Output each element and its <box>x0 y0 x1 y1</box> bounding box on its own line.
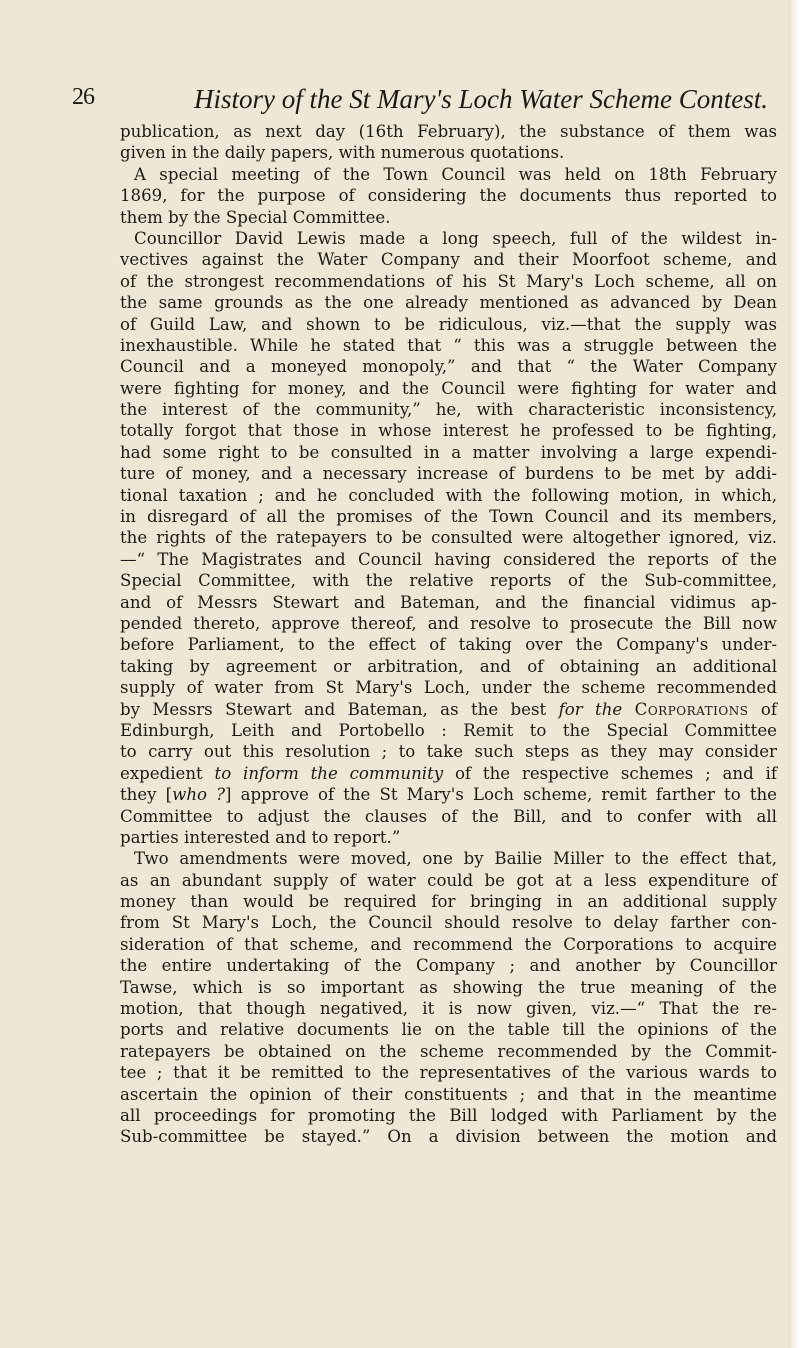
text-line: Two amendments were moved, one by Bailie Miller to the effect that, <box>134 849 777 869</box>
text-line: expedient to inform the community of the respective schemes ; and if <box>120 763 777 783</box>
page-edge <box>788 0 800 1348</box>
text-line: sideration of that scheme, and recommend the Corporations to acquire <box>120 934 777 954</box>
text-line: from St Mary's Loch, the Council should resolve to delay farther con- <box>120 913 777 933</box>
text-line: ture of money, and a necessary increase of burdens to be met by addi- <box>120 464 777 484</box>
text-line: Tawse, which is so important as showing the true meaning of the <box>120 977 777 997</box>
text-line: by Messrs Stewart and Bateman, as the best for the Corporations of <box>120 699 777 719</box>
text-line: tional taxation ; and he concluded with the following motion, in which, <box>120 485 777 505</box>
text-line: totally forgot that those in whose interest he professed to be fighting, <box>120 421 777 441</box>
text-line: money than would be required for bringing in an additional supply <box>120 892 777 912</box>
text-line: they [who ?] approve of the St Mary's Loch scheme, remit farther to the <box>120 785 777 805</box>
text-line: to carry out this resolution ; to take such steps as they may consider <box>120 742 777 762</box>
page-number: 26 <box>72 84 94 110</box>
text-line: in disregard of all the promises of the Town Council and its members, <box>120 507 777 527</box>
body-text <box>120 121 777 1148</box>
text-line: of Guild Law, and shown to be ridiculous, viz.—that the supply was <box>120 314 777 334</box>
text-line: motion, that though negatived, it is now given, viz.—“ That the re- <box>120 999 777 1019</box>
text-line: Committee to adjust the clauses of the Bill, and to confer with all <box>120 806 777 826</box>
text-line: tee ; that it be remitted to the representatives of the various wards to <box>120 1063 777 1083</box>
text-line: all proceedings for promoting the Bill lodged with Parliament by the <box>120 1105 777 1125</box>
text-line: of the strongest recommendations of his St Mary's Loch scheme, all on <box>120 271 777 291</box>
text-line: A special meeting of the Town Council was held on 18th February <box>134 164 777 184</box>
text-line: taking by agreement or arbitration, and of obtaining an additional <box>120 656 777 676</box>
text-line: parties interested and to report.” <box>120 827 401 847</box>
text-line: the interest of the community,” he, with characteristic inconsistency, <box>120 400 777 420</box>
text-line: —“ The Magistrates and Council having considered the reports of the <box>120 549 777 569</box>
text-line: were fighting for money, and the Council were fighting for water and <box>120 378 777 398</box>
text-line: Sub-committee be stayed.” On a division between the motion and <box>120 1127 777 1147</box>
text-line: them by the Special Committee. <box>120 207 391 227</box>
running-title: History of the St Mary's Loch Water Scheme Contest. <box>194 84 768 114</box>
text-line: ratepayers be obtained on the scheme recommended by the Commit- <box>120 1041 777 1061</box>
text-line: vectives against the Water Company and their Moorfoot scheme, and <box>120 250 777 270</box>
text-line: given in the daily papers, with numerous quotations. <box>120 143 565 163</box>
text-line: Councillor David Lewis made a long speech, full of the wildest in- <box>134 228 777 248</box>
text-line: 1869, for the purpose of considering the documents thus reported to <box>120 186 777 206</box>
text-line: ports and relative documents lie on the table till the opinions of the <box>120 1020 777 1040</box>
page-header <box>72 84 768 118</box>
text-line: the rights of the ratepayers to be consulted were altogether ignored, viz. <box>120 528 777 548</box>
text-line: publication, as next day (16th February), the substance of them was <box>120 122 777 141</box>
text-line: Council and a moneyed monopoly,” and that “ the Water Company <box>120 357 777 377</box>
text-line: pended thereto, approve thereof, and resolve to prosecute the Bill now <box>120 613 777 633</box>
text-line: ascertain the opinion of their constituents ; and that in the meantime <box>120 1084 777 1104</box>
text-line: supply of water from St Mary's Loch, under the scheme recommended <box>120 678 777 698</box>
text-line: inexhaustible. While he stated that “ this was a struggle between the <box>120 335 777 355</box>
text-line: Special Committee, with the relative reports of the Sub-committee, <box>120 571 777 591</box>
text-line: had some right to be consulted in a matter involving a large expendi- <box>120 442 777 462</box>
text-line: before Parliament, to the effect of taking over the Company's under- <box>120 635 777 655</box>
text-line: as an abundant supply of water could be got at a less expenditure of <box>120 870 777 890</box>
text-line: the same grounds as the one already mentioned as advanced by Dean <box>120 293 777 313</box>
text-line: Edinburgh, Leith and Portobello : Remit to the Special Committee <box>120 720 777 740</box>
text-line: the entire undertaking of the Company ; and another by Councillor <box>120 956 777 976</box>
text-line: and of Messrs Stewart and Bateman, and the financial vidimus ap- <box>120 592 777 612</box>
